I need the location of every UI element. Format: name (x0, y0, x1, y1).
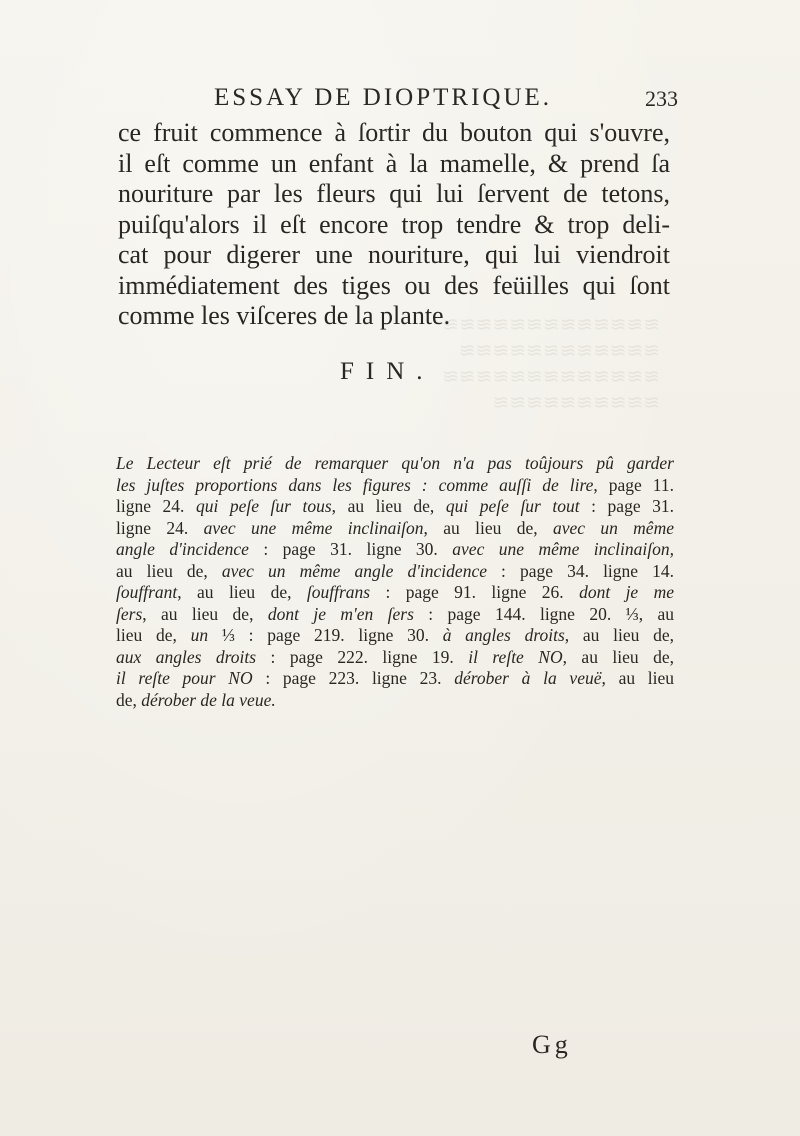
errata-italic-segment: avec un même angle d'incidence (221, 560, 487, 581)
errata-italic-segment: angle d'incidence (116, 539, 249, 559)
running-title: ESSAY DE DIOPTRIQUE. (214, 84, 553, 111)
errata-italic-segment: ſers (116, 603, 143, 624)
errata-roman-segment: : page 31. ligne 30. (248, 539, 453, 559)
errata-roman-segment: , au lieu de, (562, 646, 674, 667)
errata-italic-segment: il reſte NO (468, 646, 563, 667)
body-line: immédiatement des tiges ou des feüilles qui ſont (118, 270, 670, 300)
body-paragraph (118, 118, 670, 332)
errata-line (116, 690, 674, 712)
errata-italic-segment: qui peſe ſur tous (195, 496, 332, 516)
errata-italic-segment: Le Lecteur eſt prié de remarquer qu'on n'a pas toûjours pû garder (116, 453, 674, 473)
errata-roman-segment: : page 31. (579, 496, 675, 516)
errata-italic-segment: un (190, 625, 209, 645)
errata-roman-segment: ⅓ : page 219. ligne 30. (208, 625, 443, 645)
running-header (118, 84, 678, 118)
errata-italic-segment: qui peſe ſur tout (445, 496, 580, 516)
errata-roman-segment: : page 144. ligne 20. ⅓, au (413, 603, 675, 624)
body-line: cat pour digerer une nouriture, qui lui viendroit (118, 240, 670, 269)
errata-roman-segment: , au lieu de, (331, 496, 446, 516)
errata-line (116, 475, 674, 497)
errata-roman-segment: , au lieu de, (177, 582, 307, 602)
errata-line (116, 625, 674, 647)
errata-roman-segment: : page 91. ligne 26. (370, 582, 580, 602)
errata-roman-segment: , au lieu de, (142, 603, 268, 624)
signature-mark: Gg (532, 1030, 572, 1059)
body-line: comme les viſceres de la plante. (118, 301, 451, 330)
errata-italic-segment: avec une même inclinaiſon, (452, 539, 674, 559)
errata-roman-segment: , au lieu (601, 668, 675, 688)
errata-roman-segment: , page 11. (593, 474, 674, 495)
errata-line (116, 582, 674, 604)
body-line: il eſt comme un enfant à la mamelle, & prend ſa (118, 148, 670, 178)
errata-italic-segment: les juſtes proportions dans les figures : comme auſſi de lire (116, 474, 594, 495)
errata-line (116, 604, 674, 626)
show-through-text: ≋≋≋≋≋≋≋≋≋≋≋≋≋ ≋≋≋≋≋≋≋≋≋≋≋≋ ≋≋≋≋≋≋≋≋≋≋≋≋≋ ≋≋≋≋≋≋≋≋≋≋ (442, 314, 660, 414)
errata-line (116, 561, 674, 583)
errata-line (116, 647, 674, 669)
errata-line (116, 453, 674, 475)
body-line: ce fruit commence à ſortir du bouton qui s'ouvre, (118, 118, 670, 147)
errata-italic-segment: il reſte pour NO (116, 668, 253, 688)
errata-roman-segment: ligne 24. (116, 517, 204, 538)
errata-line (116, 518, 674, 540)
errata-italic-segment: avec une même inclinaiſon (203, 517, 424, 538)
errata-roman-segment: de, (116, 689, 142, 710)
errata-roman-segment: lieu de, (116, 625, 191, 645)
errata-roman-segment: : page 34. ligne 14. (486, 560, 675, 581)
page-number: 233 (645, 86, 678, 111)
body-line: nouriture par les fleurs qui lui ſervent de tetons, (118, 179, 670, 208)
errata-roman-segment: , au lieu de, (564, 625, 675, 645)
errata-roman-segment: , au lieu de, (423, 517, 553, 538)
errata-italic-segment: dérober de la veue. (141, 689, 276, 710)
errata-line (116, 539, 674, 561)
fin-heading: FIN. (340, 358, 435, 385)
errata-roman-segment: : page 222. ligne 19. (256, 646, 469, 667)
errata-italic-segment: ſouffrant (116, 582, 178, 602)
errata-roman-segment: au lieu de, (116, 560, 222, 581)
errata-italic-segment: dérober à la veuë (454, 668, 602, 688)
errata-line (116, 496, 674, 518)
errata-italic-segment: dont je m'en ſers (267, 603, 414, 624)
errata-italic-segment: à angles droits (442, 625, 565, 645)
errata-paragraph (116, 453, 674, 711)
errata-italic-segment: aux angles droits (116, 646, 257, 667)
errata-italic-segment: ſouffrans (306, 582, 371, 602)
errata-roman-segment: ligne 24. (116, 496, 196, 516)
errata-italic-segment: dont je me (579, 582, 674, 602)
body-line: puiſqu'alors il eſt encore trop tendre & trop deli- (118, 209, 670, 239)
errata-italic-segment: avec un même (552, 517, 674, 538)
errata-line (116, 668, 674, 690)
errata-roman-segment: : page 223. ligne 23. (252, 668, 455, 688)
